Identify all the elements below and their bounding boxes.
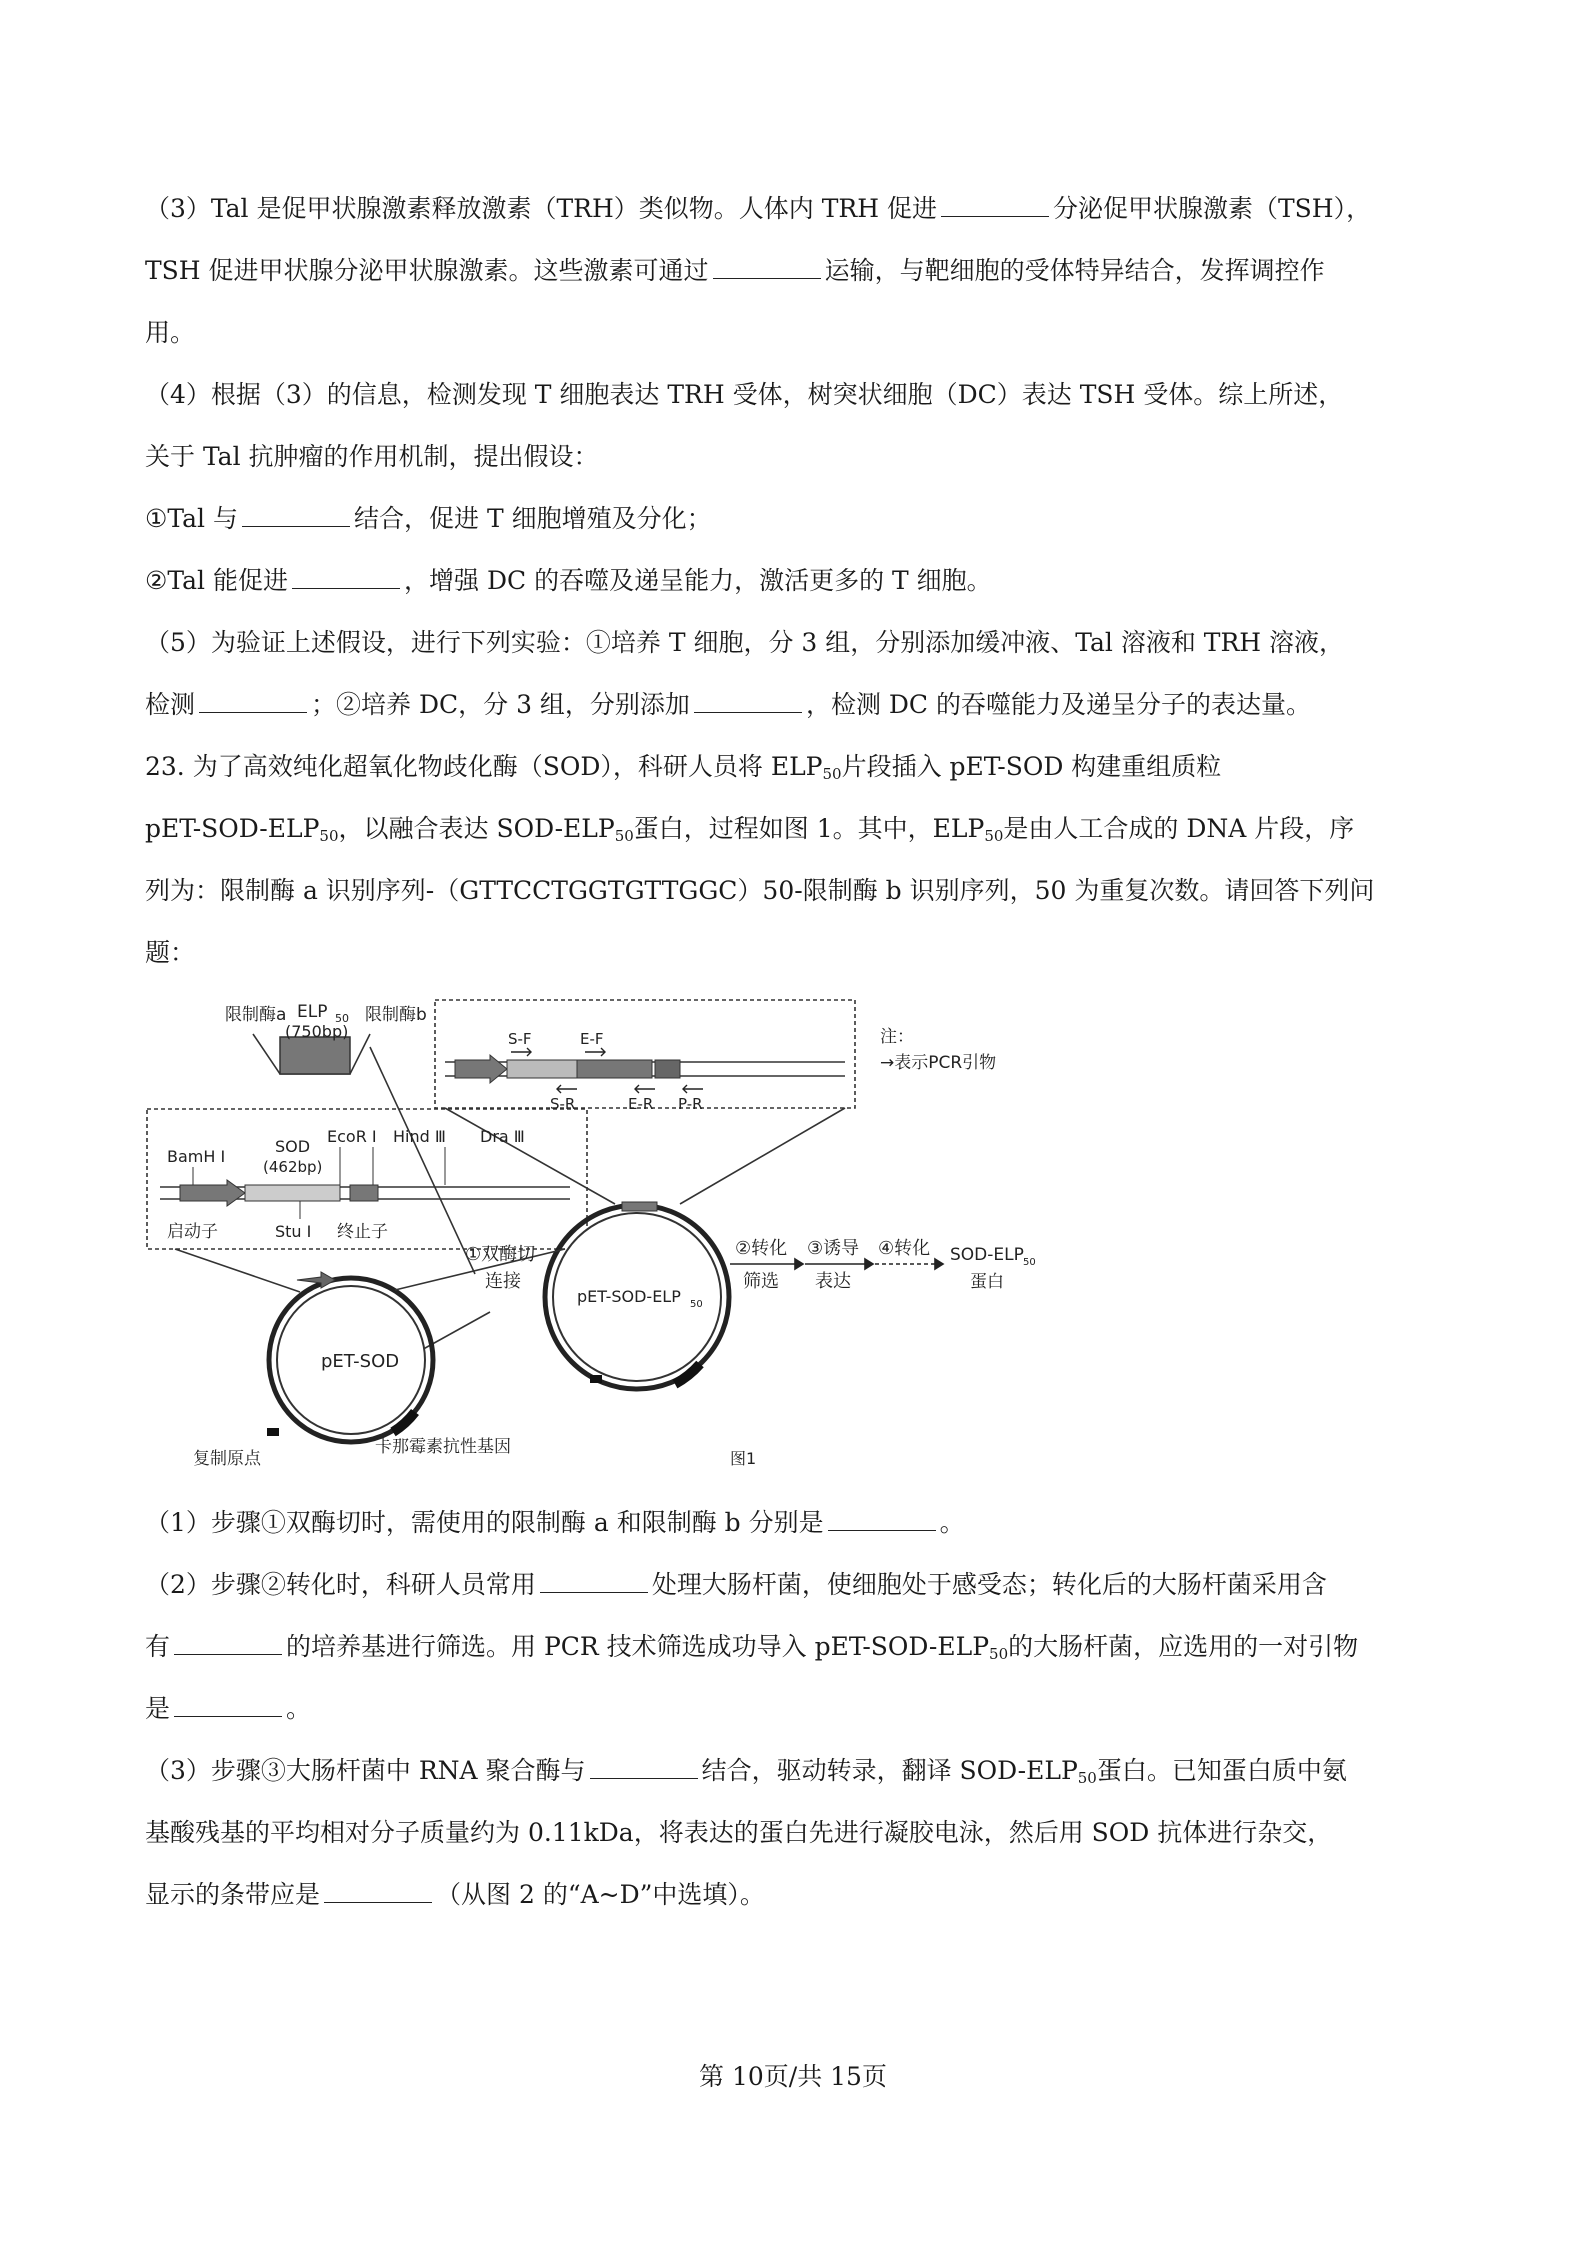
label-enzyme-a: 限制酶a: [225, 1005, 287, 1025]
label-elp: ELP: [297, 1002, 328, 1022]
question-4: [145, 364, 1445, 612]
label-origin: 复制原点: [193, 1449, 261, 1469]
sub3-text-4: 基酸残基的平均相对分子质量约为 0.11kDa，将表达的蛋白先进行凝胶电泳，然后用 SOD 抗体进行杂交，: [145, 1818, 1333, 1847]
answer-blank[interactable]: [174, 1694, 282, 1717]
subscript: 50: [984, 827, 1004, 845]
sub1-text-2: 。: [939, 1508, 965, 1537]
sub2-text-3: 有: [145, 1632, 171, 1661]
terminator-block: [350, 1185, 378, 1201]
recombinant-promoter-icon: [455, 1055, 507, 1083]
origin-marker: [267, 1428, 279, 1436]
answer-blank[interactable]: [199, 690, 307, 713]
box-connector: [175, 1249, 300, 1292]
q3-text-1: （3）Tal 是促甲状腺激素释放激素（TRH）类似物。人体内 TRH 促进: [145, 194, 937, 223]
promoter-arrow-icon: [180, 1180, 245, 1206]
label-draiii: Dra Ⅲ: [480, 1127, 525, 1146]
q4-text-1: （4）根据（3）的信息，检测发现 T 细胞表达 TRH 受体，树突状细胞（DC）表达 TSH 受体。综上所述，: [145, 380, 1344, 409]
q23-text-1: 23. 为了高效纯化超氧化物歧化酶（SOD），科研人员将 ELP: [145, 752, 823, 781]
recombinant-insert-marker: [622, 1202, 657, 1211]
q23-text-5: 蛋白，过程如图 1。其中，ELP: [633, 814, 985, 843]
q23-text-3: pET-SOD-ELP: [145, 814, 320, 843]
page-footer: 第 10页/共 15页: [699, 2062, 887, 2091]
subscript: 50: [989, 1645, 1009, 1663]
answer-blank[interactable]: [242, 504, 350, 527]
label-product: SOD-ELP: [950, 1245, 1024, 1265]
question-3: [145, 178, 1445, 364]
q5-text-1: （5）为验证上述假设，进行下列实验：①培养 T 细胞，分 3 组，分别添加缓冲液、Tal 溶液和 TRH 溶液，: [145, 628, 1345, 657]
subscript: 50: [319, 827, 339, 845]
sub2-text-1: （2）步骤②转化时，科研人员常用: [145, 1570, 536, 1599]
answer-blank[interactable]: [694, 690, 802, 713]
q5-text-2: 检测: [145, 690, 196, 719]
q23-text-7: 列为：限制酶 a 识别序列-（GTTCCTGGTGTTGGC）50-限制酶 b 识别序列，50 为重复次数。请回答下列问: [145, 876, 1375, 905]
sod-gene-block: [245, 1185, 340, 1201]
q23-sub-1: [145, 1492, 1445, 1554]
q3-text-2: 分泌促甲状腺激素（TSH），: [1052, 194, 1372, 223]
answer-blank[interactable]: [590, 1756, 698, 1779]
label-promoter: 启动子: [167, 1222, 218, 1242]
sub3-text-5: 显示的条带应是: [145, 1880, 321, 1909]
hypothesis-1-b: 结合，促进 T 细胞增殖及分化；: [354, 504, 712, 533]
answer-blank[interactable]: [941, 194, 1049, 217]
label-primer-sr: S-R: [550, 1095, 576, 1113]
label-stui: Stu I: [275, 1222, 312, 1241]
hypothesis-1-a: ①Tal 与: [145, 504, 238, 533]
answer-blank[interactable]: [540, 1570, 648, 1593]
q3-text-4: 运输，与靶细胞的受体特异结合，发挥调控作: [824, 256, 1325, 285]
label-primer-er: E-R: [628, 1095, 654, 1113]
box-connector: [680, 1108, 845, 1204]
q3-text-5: 用。: [145, 318, 196, 347]
recombinant-terminator-block: [655, 1060, 680, 1078]
label-kan: 卡那霉素抗性基因: [375, 1437, 511, 1457]
label-primer-ef: E-F: [580, 1030, 604, 1048]
q23-sub-2: [145, 1554, 1445, 1740]
q5-text-4: ，检测 DC 的吞噬能力及递呈分子的表达量。: [805, 690, 1312, 719]
label-note-text: →表示PCR引物: [880, 1053, 997, 1073]
sub2-text-6: 是: [145, 1694, 171, 1723]
sub2-text-2: 处理大肠杆菌，使细胞处于感受态；转化后的大肠杆菌采用含: [651, 1570, 1327, 1599]
sub3-text-6: （从图 2 的“A~D”中选填）。: [436, 1880, 765, 1909]
sub2-text-5: 的大肠杆菌，应选用的一对引物: [1008, 1632, 1359, 1661]
q23-sub-3: [145, 1740, 1445, 1926]
label-step-3a: ③诱导: [807, 1238, 860, 1259]
label-primer-sf: S-F: [508, 1030, 532, 1048]
label-step-1b: 连接: [485, 1271, 521, 1292]
recombinant-sod-block: [507, 1060, 577, 1078]
subscript: 50: [1077, 1769, 1097, 1787]
q3-text-3: TSH 促进甲状腺分泌甲状腺激素。这些激素可通过: [145, 256, 709, 285]
label-step-2a: ②转化: [735, 1238, 788, 1259]
elp-insert-block: [280, 1037, 350, 1074]
recombinant-elp-block: [577, 1060, 652, 1078]
label-product-sub: 50: [1023, 1257, 1036, 1268]
label-note: 注：: [880, 1027, 914, 1047]
figure-1-diagram: [145, 992, 1255, 1472]
question-23: [145, 736, 1445, 984]
recombinant-linear-map: [445, 1048, 845, 1093]
answer-blank[interactable]: [324, 1880, 432, 1903]
box-connector: [445, 1108, 615, 1204]
recombinant-origin-marker: [590, 1375, 602, 1383]
label-product-2: 蛋白: [970, 1272, 1004, 1292]
subscript: 50: [614, 827, 634, 845]
label-bamhi: BamH I: [167, 1147, 226, 1166]
figure-caption: 图1: [730, 1449, 757, 1468]
label-ecori: EcoR I: [327, 1127, 377, 1146]
recombinant-detail-box: [435, 1000, 855, 1108]
label-recombinant-sub: 50: [690, 1299, 703, 1310]
label-elp-bp: (750bp): [285, 1022, 349, 1041]
answer-blank[interactable]: [292, 566, 400, 589]
answer-blank[interactable]: [174, 1632, 282, 1655]
sub3-text-3: 蛋白。已知蛋白质中氨: [1096, 1756, 1347, 1785]
hypothesis-2-a: ②Tal 能促进: [145, 566, 288, 595]
sub2-text-7: 。: [286, 1694, 312, 1723]
label-step-3b: 表达: [815, 1271, 851, 1292]
q23-text-4: ，以融合表达 SOD-ELP: [338, 814, 615, 843]
label-terminator: 终止子: [337, 1222, 388, 1242]
answer-blank[interactable]: [828, 1508, 936, 1531]
label-step-4: ④转化: [878, 1238, 931, 1259]
label-hindiii: Hind Ⅲ: [393, 1127, 446, 1146]
q23-text-8: 题：: [145, 938, 196, 967]
q5-text-3: ；②培养 DC，分 3 组，分别添加: [311, 690, 690, 719]
sub3-text-1: （3）步骤③大肠杆菌中 RNA 聚合酶与: [145, 1756, 586, 1785]
answer-blank[interactable]: [713, 256, 821, 279]
sub2-text-4: 的培养基进行筛选。用 PCR 技术筛选成功导入 pET-SOD-ELP: [286, 1632, 990, 1661]
label-step-1a: ①双酶切: [465, 1244, 536, 1265]
label-enzyme-b: 限制酶b: [365, 1005, 427, 1025]
label-sod-bp: (462bp): [263, 1158, 323, 1176]
sub1-text-1: （1）步骤①双酶切时，需使用的限制酶 a 和限制酶 b 分别是: [145, 1508, 824, 1537]
hypothesis-2-b: ，增强 DC 的吞噬及递呈能力，激活更多的 T 细胞。: [404, 566, 992, 595]
q4-text-2: 关于 Tal 抗肿瘤的作用机制，提出假设：: [145, 442, 599, 471]
q23-text-2: 片段插入 pET-SOD 构建重组质粒: [841, 752, 1222, 781]
subscript: 50: [822, 765, 842, 783]
label-sod: SOD: [275, 1137, 311, 1156]
label-primer-pr: P-R: [678, 1095, 703, 1113]
label-step-2b: 筛选: [743, 1271, 779, 1292]
sub3-text-2: 结合，驱动转录，翻译 SOD-ELP: [701, 1756, 1078, 1785]
label-recombinant: pET-SOD-ELP: [577, 1287, 681, 1306]
q23-text-6: 是由人工合成的 DNA 片段，序: [1003, 814, 1355, 843]
label-elp-sub: 50: [335, 1012, 349, 1025]
label-pet-sod: pET-SOD: [321, 1351, 400, 1372]
question-5: [145, 612, 1445, 736]
